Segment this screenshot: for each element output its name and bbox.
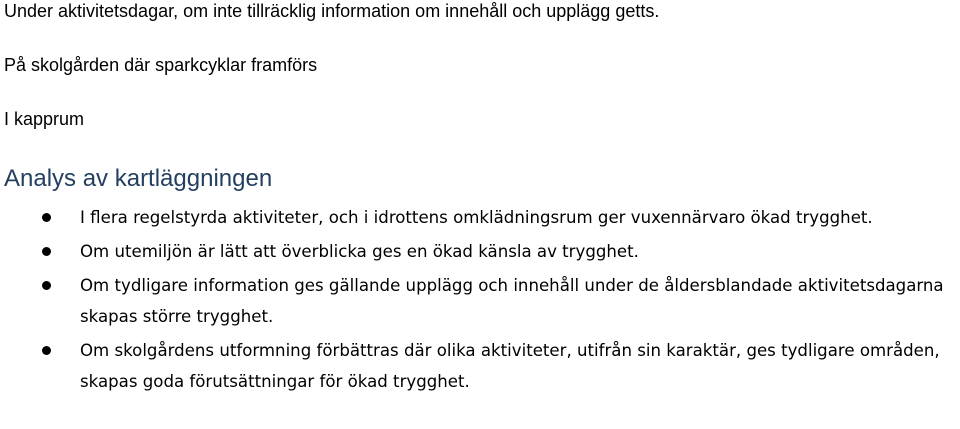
text-line-kapprum: I kapprum — [4, 109, 85, 129]
bullet-text: I flera regelstyrda aktiviteter, och i idrottens omklädningsrum ger vuxennärvaro ökad trygghet. — [80, 208, 873, 227]
section-heading: Analys av kartläggningen — [4, 165, 273, 192]
bullet-icon — [42, 213, 51, 222]
bullet-icon — [42, 346, 51, 355]
text-line-skolgarden: På skolgården där sparkcyklar framförs — [4, 55, 318, 75]
analysis-bullet-list — [0, 202, 960, 397]
bullet-item-vuxennarvaro — [0, 202, 960, 233]
bullet-icon — [42, 281, 51, 290]
text-line-aktivitetsdagar: Under aktivitetsdagar, om inte tillräcklig information om innehåll och upplägg getts. — [4, 1, 660, 21]
bullet-text: Om tydligare information ges gällande upplägg och innehåll under de åldersblandade aktivitetsdagarna skapas större trygghet. — [80, 276, 944, 326]
bullet-icon — [42, 247, 51, 256]
bullet-text: Om skolgårdens utformning förbättras där olika aktiviteter, utifrån sin karaktär, ges tydligare områden, skapas goda förutsättningar för ökad trygghet. — [80, 341, 940, 391]
bullet-item-utemiljon — [0, 236, 960, 267]
bullet-item-information — [0, 270, 960, 332]
bullet-text: Om utemiljön är lätt att överblicka ges en ökad känsla av trygghet. — [80, 242, 639, 261]
bullet-item-skolgardens-utformning — [0, 335, 960, 397]
